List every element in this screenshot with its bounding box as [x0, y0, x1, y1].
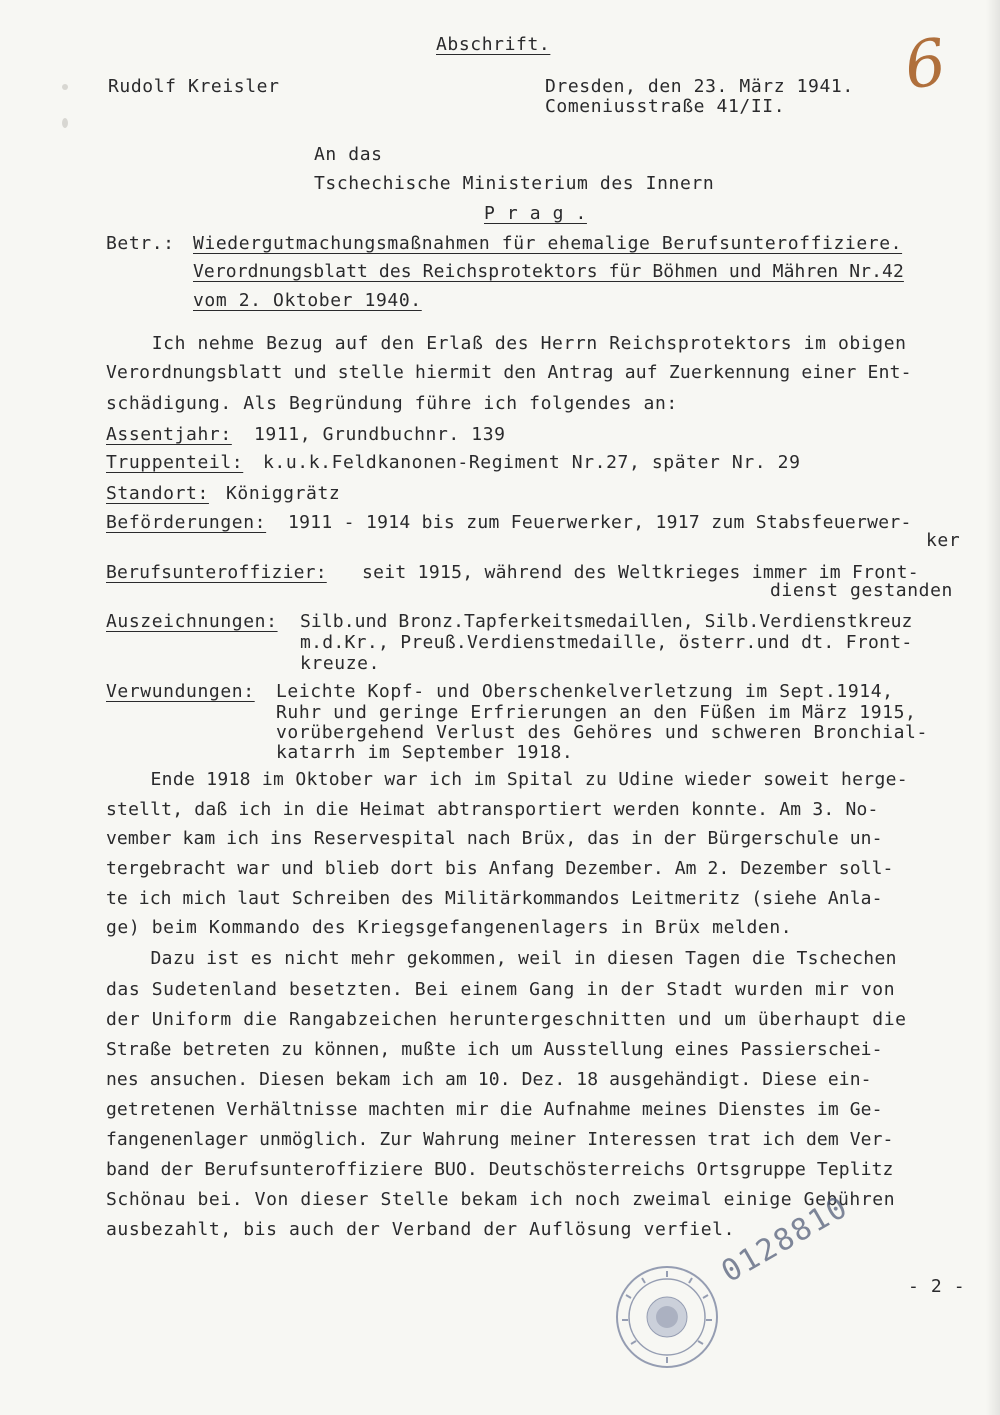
body-line: das Sudetenland besetzten. Bei einem Gang in der Stadt wurden mir von [106, 979, 896, 1000]
field-value-standort: Königgrätz [226, 483, 341, 504]
document-title: Abschrift. [436, 34, 551, 55]
body-line: Ende 1918 im Oktober war ich im Spital zu Udine wieder soweit herge- [106, 769, 908, 790]
intro-line: Verordnungsblatt und stelle hiermit den Antrag auf Zuerkennung einer Ent- [106, 362, 912, 383]
intro-line: schädigung. Als Begründung führe ich folgendes an: [106, 393, 678, 414]
body-line: getretenen Verhältnisse machten mir die Aufnahme meines Dienstes im Ge- [106, 1099, 883, 1120]
body-line: vember kam ich ins Reservespital nach Brüx, das in der Bürgerschule un- [106, 828, 883, 849]
field-value-auszeichnungen: kreuze. [300, 653, 381, 674]
field-value-auszeichnungen: m.d.Kr., Preuß.Verdienstmedaille, österr.und dt. Front- [300, 632, 913, 653]
subject-line-3: vom 2. Oktober 1940. [193, 290, 422, 311]
subject-label: Betr.: [106, 233, 175, 254]
punch-hole-mark [62, 118, 68, 128]
sender-name: Rudolf Kreisler [108, 76, 280, 97]
recipient-line-1: An das [314, 144, 383, 165]
field-value-assentjahr: 1911, Grundbuchnr. 139 [254, 424, 506, 445]
sender-street: Comeniusstraße 41/II. [545, 96, 786, 117]
field-value-verwundungen: vorübergehend Verlust des Gehöres und schweren Bronchial- [276, 722, 928, 743]
body-line: ausbezahlt, bis auch der Verband der Auflösung verfiel. [106, 1219, 736, 1240]
body-line: tergebracht war und blieb dort bis Anfang Dezember. Am 2. Dezember soll- [106, 858, 894, 879]
field-label-truppenteil: Truppenteil: [106, 452, 244, 473]
intro-line: Ich nehme Bezug auf den Erlaß des Herrn Reichsprotektors im obigen [106, 333, 907, 354]
field-label-verwundungen: Verwundungen: [106, 681, 255, 702]
body-line: nes ansuchen. Diesen bekam ich am 10. Dez. 18 ausgehändigt. Diese ein- [106, 1069, 872, 1090]
field-value-verwundungen: katarrh im September 1918. [276, 742, 574, 763]
punch-hole-mark [62, 84, 68, 90]
body-line: Straße betreten zu können, mußte ich um Ausstellung eines Passierschei- [106, 1039, 883, 1060]
field-value-auszeichnungen: Silb.und Bronz.Tapferkeitsmedaillen, Silb.Verdienstkreuz [300, 611, 913, 632]
field-value-verwundungen: Leichte Kopf- und Oberschenkelverletzung im Sept.1914, [276, 681, 894, 702]
body-line: Schönau bei. Von dieser Stelle bekam ich noch zweimal einige Gebühren [106, 1189, 896, 1210]
field-value-befoerderungen: 1911 - 1914 bis zum Feuerwerker, 1917 zum Stabsfeuerwer- [288, 512, 912, 533]
body-line: te ich mich laut Schreiben des Militärkommandos Leitmeritz (siehe Anla- [106, 888, 883, 909]
field-label-befoerderungen: Beförderungen: [106, 512, 267, 533]
body-line: band der Berufsunteroffiziere BUO. Deutschösterreichs Ortsgruppe Teplitz [106, 1159, 894, 1180]
field-label-berufsunteroffizier: Berufsunteroffizier: [106, 562, 327, 583]
recipient-line-2: Tschechische Ministerium des Innern [314, 173, 715, 194]
body-line: Dazu ist es nicht mehr gekommen, weil in diesen Tagen die Tschechen [106, 948, 897, 969]
page-continuation-marker: - 2 - [908, 1276, 966, 1297]
archive-seal-stamp [612, 1262, 722, 1372]
field-label-assentjahr: Assentjahr: [106, 424, 232, 445]
subject-line-1: Wiedergutmachungsmaßnahmen für ehemalige Berufsunteroffiziere. [193, 233, 903, 254]
body-line: ge) beim Kommando des Kriegsgefangenenlagers in Brüx melden. [106, 917, 793, 938]
page-edge-shadow [986, 0, 1000, 1415]
field-value-truppenteil: k.u.k.Feldkanonen-Regiment Nr.27, später Nr. 29 [263, 452, 801, 473]
body-line: fangenenlager unmöglich. Zur Wahrung meiner Interessen trat ich dem Ver- [106, 1129, 894, 1150]
field-value-befoerderungen-cont: ker [926, 530, 961, 551]
field-value-berufsunteroffizier-cont: dienst gestanden [770, 580, 953, 601]
subject-line-2: Verordnungsblatt des Reichsprotektors für Böhmen und Mähren Nr.42 [193, 261, 904, 282]
place-date: Dresden, den 23. März 1941. [545, 76, 854, 97]
archive-stamp-number: 0128810 [715, 1189, 855, 1290]
field-label-auszeichnungen: Auszeichnungen: [106, 611, 278, 632]
recipient-city: P r a g . [484, 203, 587, 224]
body-line: der Uniform die Rangabzeichen heruntergeschnitten und um überhaupt die [106, 1009, 907, 1030]
field-value-berufsunteroffizier: seit 1915, während des Weltkrieges immer im Front- [362, 562, 919, 583]
body-line: stellt, daß ich in die Heimat abtransportiert werden konnte. Am 3. No- [106, 799, 879, 820]
field-value-verwundungen: Ruhr und geringe Erfrierungen an den Füßen im März 1915, [276, 702, 917, 723]
field-label-standort: Standort: [106, 483, 209, 504]
handwritten-page-number: 6 [900, 25, 951, 105]
